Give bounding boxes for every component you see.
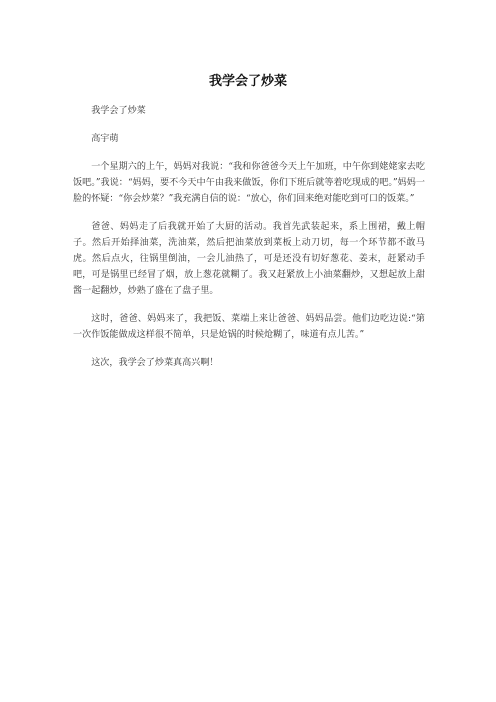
document-author: 高宇萌	[91, 134, 119, 144]
paragraph-1: 一个星期六的上午，妈妈对我说：“我和你爸爸今天上午加班，中午你到姥姥家去吃饭吧。”我说：“妈妈，要不今天中午由我来做饭，你们下班后就等着吃现成的吧。”妈妈一脸的怀疑：“你会炒菜？”我充满自信的说：“放心，你们回来绝对能吃到可口的饭菜。”	[73, 162, 425, 204]
document-body	[73, 103, 425, 383]
paragraph-4: 这次，我学会了炒菜真高兴啊！	[91, 358, 219, 368]
document-subtitle: 我学会了炒菜	[91, 106, 146, 116]
paragraph-2: 爸爸、妈妈走了后我就开始了大厨的活动。我首先武装起来，系上围裙，戴上帽子。然后开始择油菜，洗油菜，然后把油菜放到菜板上动刀切，每一个环节都不敢马虎。然后点火，往锅里倒油，一会儿油热了，可是还没有切好葱花、姜末，赶紧动手吧，可是锅里已经冒了烟，放上葱花就糊了。我又赶紧放上小油菜翻炒，又想起放上甜酱一起翻炒，炒熟了盛在了盘子里。	[73, 222, 425, 296]
document-title: 我学会了炒菜	[208, 74, 287, 89]
paragraph-3: 这时，爸爸、妈妈来了，我把饭、菜端上来让爸爸、妈妈品尝。他们边吃边说:“第一次作饭能做成这样很不简单，只是炝锅的时候炝糊了，味道有点儿苦。”	[73, 314, 425, 340]
